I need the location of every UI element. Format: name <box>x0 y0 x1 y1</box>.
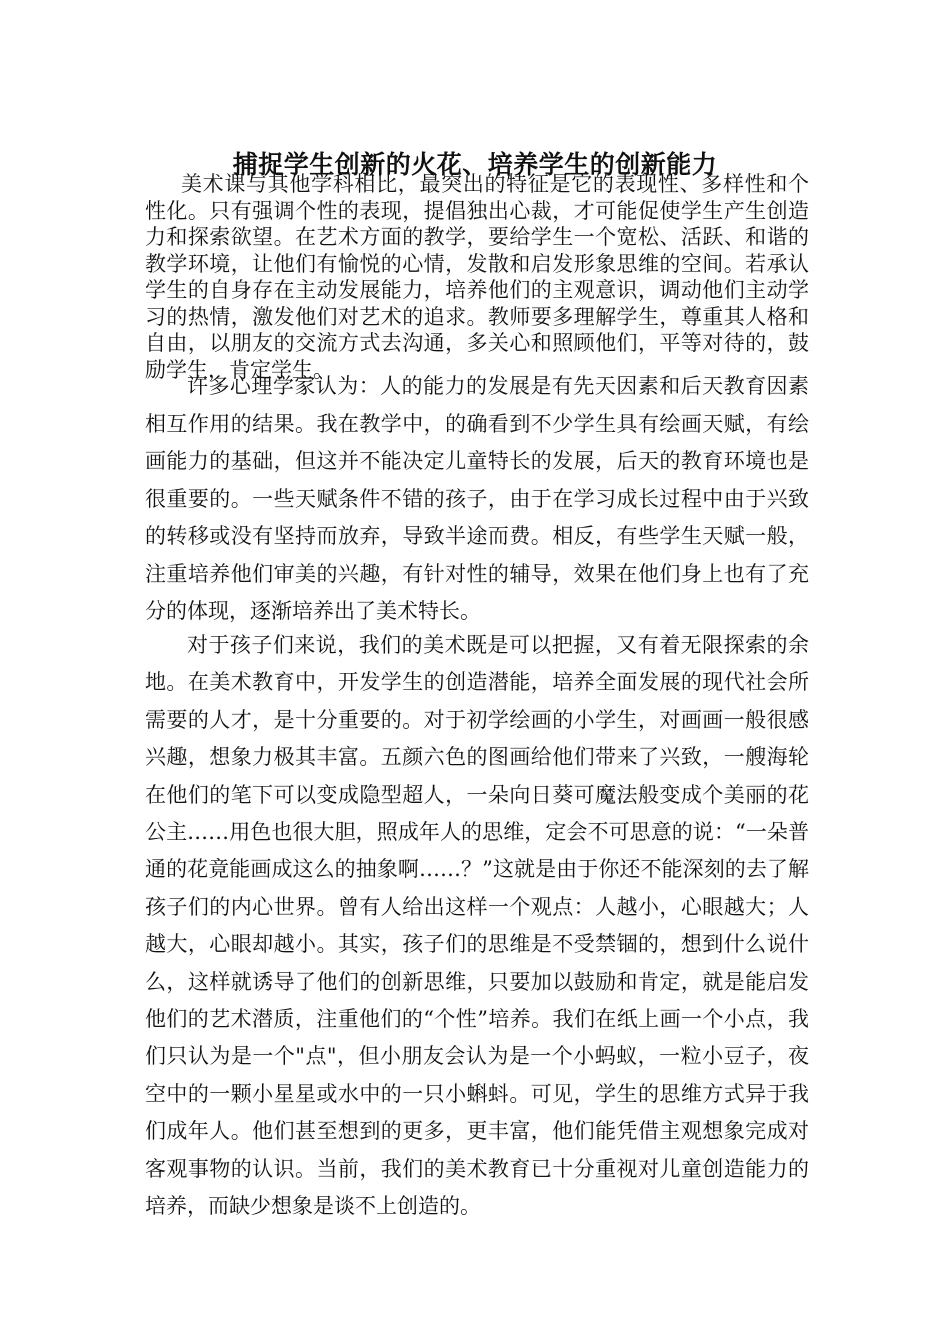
paragraph-1: 美术课与其他学科相比，最突出的特征是它的表现性、多样性和个性化。只有强调个性的表现，提倡独出心裁，才可能促使学生产生创造力和探索欲望。在艺术方面的教学，要给学生一个宽松、活跃、和谐的教学环境，让他们有愉悦的心情，发散和启发形象思维的空间。若承认学生的自身存在主动发展能力，培养他们的主观意识，调动他们主动学习的热情，激发他们对艺术的追求。教师要多理解学生，尊重其人格和自由，以朋友的交流方式去沟通，多关心和照顾他们，平等对待的，鼓励学生，肯定学生。 <box>145 172 809 382</box>
paragraph-2: 许多心理学家认为：人的能力的发展是有先天因素和后天教育因素相互作用的结果。我在教学中，的确看到不少学生具有绘画天赋，有绘画能力的基础，但这并不能决定儿童特长的发展，后天的教育环境也是很重要的。一些天赋条件不错的孩子，由于在学习成长过程中由于兴致的转移或没有坚持而放弃，导致半途而费。相反，有些学生天赋一般，注重培养他们审美的兴趣，有针对性的辅导，效果在他们身上也有了充分的体现，逐渐培养出了美术特长。 <box>145 374 809 623</box>
paragraph-3: 对于孩子们来说，我们的美术既是可以把握，又有着无限探索的余地。在美术教育中，开发学生的创造潜能，培养全面发展的现代社会所需要的人才，是十分重要的。对于初学绘画的小学生，对画画一般很感兴趣，想象力极其丰富。五颜六色的图画给他们带来了兴致，一艘海轮在他们的笔下可以变成隐型超人，一朵向日葵可魔法般变成个美丽的花公主……用色也很大胆，照成年人的思维，定会不可思意的说：“一朵普通的花竟能画成这么的抽象啊……？”这就是由于你还不能深刻的去了解孩子们的内心世界。曾有人给出这样一个观点：人越小，心眼越大；人越大，心眼却越小。其实，孩子们的思维是不受禁锢的，想到什么说什么，这样就诱导了他们的创新思维，只要加以鼓励和肯定，就是能启发他们的艺术潜质，注重他们的“个性”培养。我们在纸上画一个小点，我们只认为是一个"点"，但小朋友会认为是一个小蚂蚁，一粒小豆子，夜空中的一颗小星星或水中的一只小蝌蚪。可见，学生的思维方式异于我们成年人。他们甚至想到的更多，更丰富，他们能凭借主观想象完成对客观事物的认识。当前，我们的美术教育已十分重视对儿童创造能力的培养，而缺少想象是谈不上创造的。 <box>145 633 809 1219</box>
document-title: 捕捉学生创新的火花、培养学生的创新能力 <box>232 149 718 179</box>
